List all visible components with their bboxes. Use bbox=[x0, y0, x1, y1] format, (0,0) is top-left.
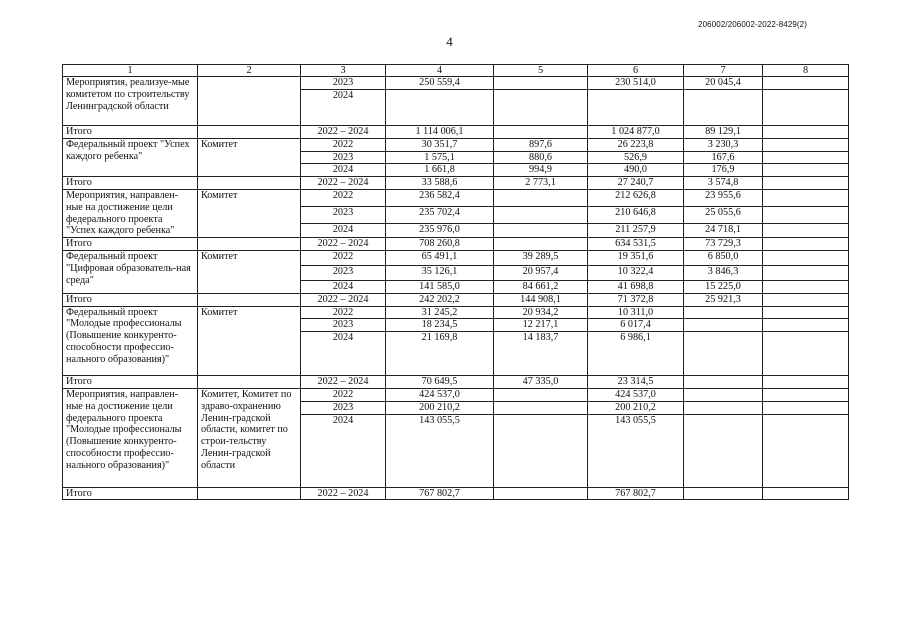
year-cell: 2022 bbox=[301, 250, 386, 265]
total-funding-cell: 1 575,1 bbox=[386, 151, 494, 164]
regional-budget-cell: 424 537,0 bbox=[588, 388, 684, 401]
page-number: 4 bbox=[446, 34, 453, 49]
total-funding-cell: 236 582,4 bbox=[386, 189, 494, 206]
federal-budget-cell bbox=[494, 401, 588, 414]
total-funding-cell bbox=[386, 90, 494, 126]
total-local-cell: 89 129,1 bbox=[684, 126, 763, 139]
total-federal-cell: 2 773,1 bbox=[494, 177, 588, 190]
column-header: 1 bbox=[63, 65, 198, 77]
table-row bbox=[63, 189, 849, 206]
other-sources-cell bbox=[763, 306, 849, 319]
year-cell: 2022 bbox=[301, 189, 386, 206]
column-header: 7 bbox=[684, 65, 763, 77]
table-row bbox=[63, 388, 849, 401]
local-budget-cell bbox=[684, 306, 763, 319]
executor-cell bbox=[198, 77, 301, 126]
regional-budget-cell: 230 514,0 bbox=[588, 77, 684, 90]
federal-budget-cell: 994,9 bbox=[494, 164, 588, 177]
year-cell: 2022 bbox=[301, 388, 386, 401]
other-sources-cell bbox=[763, 388, 849, 401]
total-funding-cell: 70 649,5 bbox=[386, 376, 494, 389]
other-sources-cell bbox=[763, 77, 849, 90]
regional-budget-cell: 211 257,9 bbox=[588, 223, 684, 237]
total-years-cell: 2022 – 2024 bbox=[301, 376, 386, 389]
total-label-cell: Итого bbox=[63, 126, 198, 139]
local-budget-cell bbox=[684, 90, 763, 126]
executor-cell: Комитет, Комитет по здраво-охранению Ленин-градской области, комитет по строи-тельству Ленин-градской области bbox=[198, 388, 301, 487]
total-local-cell: 25 921,3 bbox=[684, 293, 763, 306]
document-id: 206002/206002-2022-8429(2) bbox=[698, 20, 807, 29]
other-sources-cell bbox=[763, 138, 849, 151]
other-sources-cell bbox=[763, 280, 849, 293]
total-other-cell bbox=[763, 487, 849, 500]
total-funding-cell: 200 210,2 bbox=[386, 401, 494, 414]
total-local-cell: 73 729,3 bbox=[684, 238, 763, 251]
total-funding-cell: 424 537,0 bbox=[386, 388, 494, 401]
regional-budget-cell: 490,0 bbox=[588, 164, 684, 177]
total-other-cell bbox=[763, 376, 849, 389]
local-budget-cell: 20 045,4 bbox=[684, 77, 763, 90]
other-sources-cell bbox=[763, 332, 849, 376]
table-row bbox=[63, 138, 849, 151]
total-local-cell: 3 574,8 bbox=[684, 177, 763, 190]
total-funding-cell: 33 588,6 bbox=[386, 177, 494, 190]
federal-budget-cell: 897,6 bbox=[494, 138, 588, 151]
other-sources-cell bbox=[763, 151, 849, 164]
federal-budget-cell: 12 217,1 bbox=[494, 319, 588, 332]
regional-budget-cell bbox=[588, 90, 684, 126]
total-label-cell: Итого bbox=[63, 487, 198, 500]
other-sources-cell bbox=[763, 164, 849, 177]
federal-budget-cell: 20 957,4 bbox=[494, 265, 588, 280]
total-years-cell: 2022 – 2024 bbox=[301, 293, 386, 306]
total-executor-cell bbox=[198, 487, 301, 500]
regional-budget-cell: 526,9 bbox=[588, 151, 684, 164]
total-local-cell bbox=[684, 487, 763, 500]
local-budget-cell: 24 718,1 bbox=[684, 223, 763, 237]
year-cell: 2023 bbox=[301, 319, 386, 332]
column-header: 2 bbox=[198, 65, 301, 77]
local-budget-cell: 167,6 bbox=[684, 151, 763, 164]
year-cell: 2024 bbox=[301, 414, 386, 487]
year-cell: 2022 bbox=[301, 138, 386, 151]
total-funding-cell: 143 055,5 bbox=[386, 414, 494, 487]
total-other-cell bbox=[763, 126, 849, 139]
local-budget-cell: 23 955,6 bbox=[684, 189, 763, 206]
federal-budget-cell bbox=[494, 206, 588, 223]
total-federal-cell bbox=[494, 126, 588, 139]
federal-budget-cell: 84 661,2 bbox=[494, 280, 588, 293]
executor-cell: Комитет bbox=[198, 250, 301, 293]
table-row bbox=[63, 77, 849, 90]
total-regional-cell: 71 372,8 bbox=[588, 293, 684, 306]
total-row bbox=[63, 126, 849, 139]
federal-budget-cell bbox=[494, 189, 588, 206]
local-budget-cell bbox=[684, 332, 763, 376]
other-sources-cell bbox=[763, 265, 849, 280]
total-executor-cell bbox=[198, 376, 301, 389]
total-executor-cell bbox=[198, 126, 301, 139]
column-header: 3 bbox=[301, 65, 386, 77]
total-funding-cell: 1 661,8 bbox=[386, 164, 494, 177]
year-cell: 2024 bbox=[301, 164, 386, 177]
regional-budget-cell: 6 986,1 bbox=[588, 332, 684, 376]
regional-budget-cell: 10 311,0 bbox=[588, 306, 684, 319]
column-number-row bbox=[63, 65, 849, 77]
column-header: 5 bbox=[494, 65, 588, 77]
federal-budget-cell: 20 934,2 bbox=[494, 306, 588, 319]
total-funding-cell: 1 114 006,1 bbox=[386, 126, 494, 139]
total-funding-cell: 767 802,7 bbox=[386, 487, 494, 500]
total-federal-cell: 47 335,0 bbox=[494, 376, 588, 389]
program-name-cell: Мероприятия, реализуе-мые комитетом по строительству Ленинградской области bbox=[63, 77, 198, 126]
year-cell: 2024 bbox=[301, 223, 386, 237]
regional-budget-cell: 143 055,5 bbox=[588, 414, 684, 487]
local-budget-cell: 3 846,3 bbox=[684, 265, 763, 280]
federal-budget-cell bbox=[494, 90, 588, 126]
federal-budget-cell bbox=[494, 223, 588, 237]
other-sources-cell bbox=[763, 250, 849, 265]
year-cell: 2023 bbox=[301, 77, 386, 90]
local-budget-cell: 3 230,3 bbox=[684, 138, 763, 151]
table-row bbox=[63, 306, 849, 319]
other-sources-cell bbox=[763, 223, 849, 237]
year-cell: 2024 bbox=[301, 332, 386, 376]
table-body bbox=[63, 77, 849, 500]
regional-budget-cell: 19 351,6 bbox=[588, 250, 684, 265]
total-regional-cell: 1 024 877,0 bbox=[588, 126, 684, 139]
local-budget-cell: 25 055,6 bbox=[684, 206, 763, 223]
total-label-cell: Итого bbox=[63, 177, 198, 190]
federal-budget-cell: 880,6 bbox=[494, 151, 588, 164]
year-cell: 2023 bbox=[301, 206, 386, 223]
total-years-cell: 2022 – 2024 bbox=[301, 177, 386, 190]
program-name-cell: Мероприятия, направлен-ные на достижение цели федерального проекта "Молодые профессионалы (Повышение конкуренто-способности профессио-нального образования)" bbox=[63, 388, 198, 487]
total-funding-cell: 65 491,1 bbox=[386, 250, 494, 265]
total-row bbox=[63, 376, 849, 389]
other-sources-cell bbox=[763, 401, 849, 414]
total-years-cell: 2022 – 2024 bbox=[301, 487, 386, 500]
total-federal-cell bbox=[494, 238, 588, 251]
total-federal-cell bbox=[494, 487, 588, 500]
year-cell: 2023 bbox=[301, 265, 386, 280]
total-row bbox=[63, 293, 849, 306]
regional-budget-cell: 200 210,2 bbox=[588, 401, 684, 414]
regional-budget-cell: 26 223,8 bbox=[588, 138, 684, 151]
total-local-cell bbox=[684, 376, 763, 389]
local-budget-cell bbox=[684, 414, 763, 487]
year-cell: 2024 bbox=[301, 280, 386, 293]
total-funding-cell: 21 169,8 bbox=[386, 332, 494, 376]
local-budget-cell: 15 225,0 bbox=[684, 280, 763, 293]
total-regional-cell: 634 531,5 bbox=[588, 238, 684, 251]
total-funding-cell: 35 126,1 bbox=[386, 265, 494, 280]
other-sources-cell bbox=[763, 90, 849, 126]
local-budget-cell bbox=[684, 401, 763, 414]
total-funding-cell: 250 559,4 bbox=[386, 77, 494, 90]
total-funding-cell: 18 234,5 bbox=[386, 319, 494, 332]
executor-cell: Комитет bbox=[198, 306, 301, 376]
regional-budget-cell: 210 646,8 bbox=[588, 206, 684, 223]
total-years-cell: 2022 – 2024 bbox=[301, 126, 386, 139]
year-cell: 2022 bbox=[301, 306, 386, 319]
column-header: 6 bbox=[588, 65, 684, 77]
program-name-cell: Федеральный проект "Успех каждого ребенка" bbox=[63, 138, 198, 176]
total-federal-cell: 144 908,1 bbox=[494, 293, 588, 306]
total-funding-cell: 242 202,2 bbox=[386, 293, 494, 306]
year-cell: 2024 bbox=[301, 90, 386, 126]
total-label-cell: Итого bbox=[63, 293, 198, 306]
total-other-cell bbox=[763, 177, 849, 190]
total-funding-cell: 31 245,2 bbox=[386, 306, 494, 319]
total-label-cell: Итого bbox=[63, 376, 198, 389]
total-other-cell bbox=[763, 293, 849, 306]
federal-budget-cell bbox=[494, 414, 588, 487]
federal-budget-cell: 39 289,5 bbox=[494, 250, 588, 265]
total-executor-cell bbox=[198, 293, 301, 306]
table-row bbox=[63, 250, 849, 265]
program-name-cell: Федеральный проект "Цифровая образователь-ная среда" bbox=[63, 250, 198, 293]
executor-cell: Комитет bbox=[198, 138, 301, 176]
total-other-cell bbox=[763, 238, 849, 251]
regional-budget-cell: 6 017,4 bbox=[588, 319, 684, 332]
total-funding-cell: 30 351,7 bbox=[386, 138, 494, 151]
regional-budget-cell: 212 626,8 bbox=[588, 189, 684, 206]
total-row bbox=[63, 177, 849, 190]
federal-budget-cell bbox=[494, 388, 588, 401]
local-budget-cell: 176,9 bbox=[684, 164, 763, 177]
total-executor-cell bbox=[198, 177, 301, 190]
local-budget-cell bbox=[684, 388, 763, 401]
column-header: 8 bbox=[763, 65, 849, 77]
year-cell: 2023 bbox=[301, 151, 386, 164]
total-years-cell: 2022 – 2024 bbox=[301, 238, 386, 251]
total-label-cell: Итого bbox=[63, 238, 198, 251]
local-budget-cell: 6 850,0 bbox=[684, 250, 763, 265]
program-name-cell: Мероприятия, направлен-ные на достижение цели федерального проекта "Успех каждого ребенка" bbox=[63, 189, 198, 237]
other-sources-cell bbox=[763, 206, 849, 223]
total-row bbox=[63, 238, 849, 251]
total-executor-cell bbox=[198, 238, 301, 251]
other-sources-cell bbox=[763, 189, 849, 206]
local-budget-cell bbox=[684, 319, 763, 332]
total-regional-cell: 23 314,5 bbox=[588, 376, 684, 389]
total-funding-cell: 235 702,4 bbox=[386, 206, 494, 223]
other-sources-cell bbox=[763, 319, 849, 332]
total-regional-cell: 767 802,7 bbox=[588, 487, 684, 500]
year-cell: 2023 bbox=[301, 401, 386, 414]
total-funding-cell: 141 585,0 bbox=[386, 280, 494, 293]
regional-budget-cell: 10 322,4 bbox=[588, 265, 684, 280]
executor-cell: Комитет bbox=[198, 189, 301, 237]
other-sources-cell bbox=[763, 414, 849, 487]
program-name-cell: Федеральный проект "Молодые профессионалы (Повышение конкуренто-способности профессио-нального образования)" bbox=[63, 306, 198, 376]
column-header: 4 bbox=[386, 65, 494, 77]
total-funding-cell: 235 976,0 bbox=[386, 223, 494, 237]
budget-table bbox=[62, 64, 849, 500]
total-regional-cell: 27 240,7 bbox=[588, 177, 684, 190]
total-funding-cell: 708 260,8 bbox=[386, 238, 494, 251]
total-row bbox=[63, 487, 849, 500]
regional-budget-cell: 41 698,8 bbox=[588, 280, 684, 293]
federal-budget-cell bbox=[494, 77, 588, 90]
federal-budget-cell: 14 183,7 bbox=[494, 332, 588, 376]
